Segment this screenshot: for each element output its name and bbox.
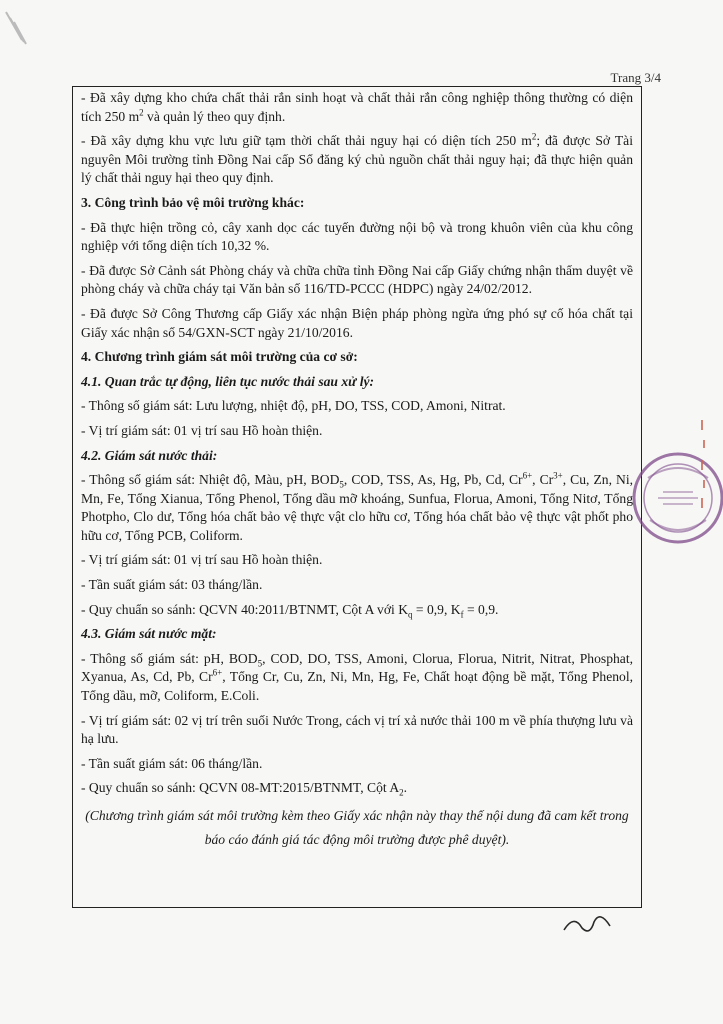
- paragraph-4-2-parameters: - Thông số giám sát: Nhiệt độ, Màu, pH, $BOD_5$, COD, TSS, As, Hg, Pb, Cd, $Cr^{6+}$, $Cr^{3+}$, Cu, Zn, Ni, Mn, Fe, Tổng Xianua, Tổng Phenol, Tổng dầu mỡ khoáng, Sunfua, Florua, Amoni, Tổng Nitơ, Tổng Photpho, Clo dư, Tổng hóa chất bảo vệ thực vật clo hữu cơ, Tổng hóa chất bảo vệ thực vật phốt pho hữu cơ, Tổng PCB, Coliform.: [81, 470, 633, 543]
- scan-margin-marks: [698, 420, 708, 510]
- binding-marks: [0, 0, 40, 80]
- section-heading-4-2: 4.2. Giám sát nước thải:: [81, 447, 218, 463]
- paragraph-4-3-frequency: - Tần suất giám sát: 06 tháng/lần.: [81, 755, 263, 771]
- closing-note: (Chương trình giám sát môi trường kèm theo Giấy xác nhận này thay thế nội dung đã cam kết trong báo cáo đánh giá tác động môi trường được phê duyệt).: [85, 808, 629, 847]
- initial-signature-mark: [560, 900, 620, 940]
- official-stamp-seal: [628, 448, 723, 548]
- paragraph-fire-safety: - Đã được Sở Cảnh sát Phòng cháy và chữa chữa tỉnh Đồng Nai cấp Giấy chứng nhận thẩm duyệt về phòng cháy và chữa cháy tại Văn bản số 116/TD-PCCC (HDPC) ngày 24/02/2012.: [81, 262, 633, 297]
- paragraph-4-3-standard: - Quy chuẩn so sánh: QCVN 08-MT:2015/BTNMT, Cột $A_2$.: [81, 780, 408, 799]
- paragraph-4-2-standard: - Quy chuẩn so sánh: QCVN 40:2011/BTNMT, Cột A với $K_q = 0,9$, $K_f = 0,9$.: [81, 601, 499, 620]
- paragraph-green-area: - Đã thực hiện trồng cỏ, cây xanh dọc các tuyến đường nội bộ và trong khuôn viên của khu công nghiệp với tổng diện tích 10,32 %.: [81, 219, 633, 254]
- paragraph-4-1-location: - Vị trí giám sát: 01 vị trí sau Hồ hoàn thiện.: [81, 422, 323, 438]
- paragraph-hazardous-waste-storage: - Đã xây dựng khu vực lưu giữ tạm thời chất thải nguy hại có diện tích 250 $m^2$; đã được Sở Tài nguyên Môi trường tỉnh Đồng Nai cấp Sổ đăng ký chủ nguồn chất thải nguy hại; đã thực hiện quản lý chất thải nguy hại theo quy định.: [81, 131, 633, 186]
- paragraph-chemical-incident: - Đã được Sở Công Thương cấp Giấy xác nhận Biện pháp phòng ngừa ứng phó sự cố hóa chất tại Giấy xác nhận số 54/GXN-SCT ngày 21/10/2016.: [81, 305, 633, 340]
- paragraph-4-2-location: - Vị trí giám sát: 01 vị trí sau Hồ hoàn thiện.: [81, 552, 323, 568]
- document-frame: [72, 86, 642, 908]
- paragraph-solid-waste-storage: - Đã xây dựng kho chứa chất thải rắn sinh hoạt và chất thải rắn công nghiệp thông thường có diện tích 250 $m^2$ và quản lý theo quy định.: [81, 90, 633, 124]
- paragraph-4-3-location: - Vị trí giám sát: 02 vị trí trên suối Nước Trong, cách vị trí xả nước thải 100 m về phía thượng lưu và hạ lưu.: [81, 712, 633, 747]
- paragraph-4-2-frequency: - Tần suất giám sát: 03 tháng/lần.: [81, 577, 263, 593]
- paragraph-4-1-parameters: - Thông số giám sát: Lưu lượng, nhiệt độ, pH, DO, TSS, COD, Amoni, Nitrat.: [81, 398, 506, 414]
- section-heading-4-1: 4.1. Quan trắc tự động, liên tục nước thải sau xử lý:: [81, 373, 375, 389]
- section-heading-4-3: 4.3. Giám sát nước mặt:: [81, 626, 217, 642]
- section-heading-3: 3. Công trình bảo vệ môi trường khác:: [81, 194, 305, 210]
- paragraph-4-3-parameters: - Thông số giám sát: pH, $BOD_5$, COD, DO, TSS, Amoni, Clorua, Florua, Nitrit, Nitrat, Phosphat, Xyanua, As, Cd, Pb, $Cr^{6+}$, Tổng Cr, Cu, Zn, Ni, Mn, Hg, Fe, Chất hoạt động bề mặt, Tổng Phenol, Tổng dầu, mỡ, Coliform, E.Coli.: [81, 650, 633, 704]
- section-heading-4: 4. Chương trình giám sát môi trường của cơ sở:: [81, 349, 358, 365]
- page-number: Trang 3/4: [610, 70, 661, 85]
